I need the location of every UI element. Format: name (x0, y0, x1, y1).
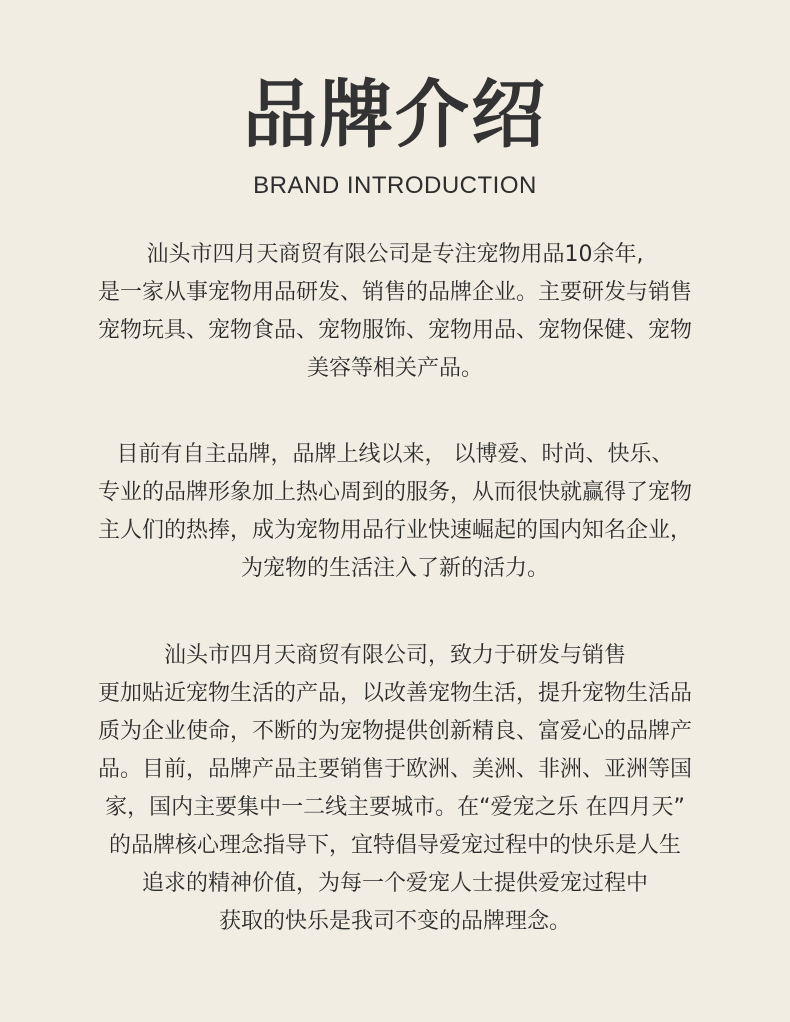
paragraph-line: 品。目前，品牌产品主要销售于欧洲、美洲、非洲、亚洲等国 (97, 757, 692, 782)
paragraph-line: 家，国内主要集中一二线主要城市。在“爱宠之乐 在四月天” (105, 795, 685, 820)
page-title: 品牌介绍 (243, 72, 547, 158)
page-subtitle: BRAND INTRODUCTION (253, 172, 537, 199)
paragraph-line: 汕头市四月天商贸有限公司，致力于研发与销售 (163, 643, 626, 668)
paragraph-line: 追求的精神价值，为每一个爱宠人士提供爱宠过程中 (141, 871, 648, 896)
paragraph-line: 质为企业使命，不断的为宠物提供创新精良、富爱心的品牌产 (97, 719, 692, 744)
paragraph-line: 宠物玩具、宠物食品、宠物服饰、宠物用品、宠物保健、宠物 (97, 318, 692, 343)
paragraph-line: 更加贴近宠物生活的产品，以改善宠物生活，提升宠物生活品 (97, 681, 692, 706)
paragraph-brand-philosophy (40, 637, 750, 941)
paragraph-line: 是一家从事宠物用品研发、销售的品牌企业。主要研发与销售 (97, 280, 692, 305)
paragraph-line: 目前有自主品牌，品牌上线以来， 以博爱、时尚、快乐、 (116, 442, 674, 467)
paragraph-brand-image (40, 436, 750, 588)
paragraph-line: 专业的品牌形象加上热心周到的服务，从而很快就赢得了宠物 (97, 480, 692, 505)
paragraph-line: 汕头市四月天商贸有限公司是专注宠物用品10余年, (146, 242, 644, 267)
paragraph-line: 的品牌核心理念指导下，宜特倡导爱宠过程中的快乐是人生 (108, 833, 681, 858)
paragraph-line: 为宠物的生活注入了新的活力。 (240, 556, 549, 581)
paragraph-line: 主人们的热捧，成为宠物用品行业快速崛起的国内知名企业， (97, 518, 692, 543)
paragraph-line: 美容等相关产品。 (306, 356, 483, 381)
paragraph-line: 获取的快乐是我司不变的品牌理念。 (218, 909, 571, 934)
paragraph-company-overview (40, 236, 750, 388)
